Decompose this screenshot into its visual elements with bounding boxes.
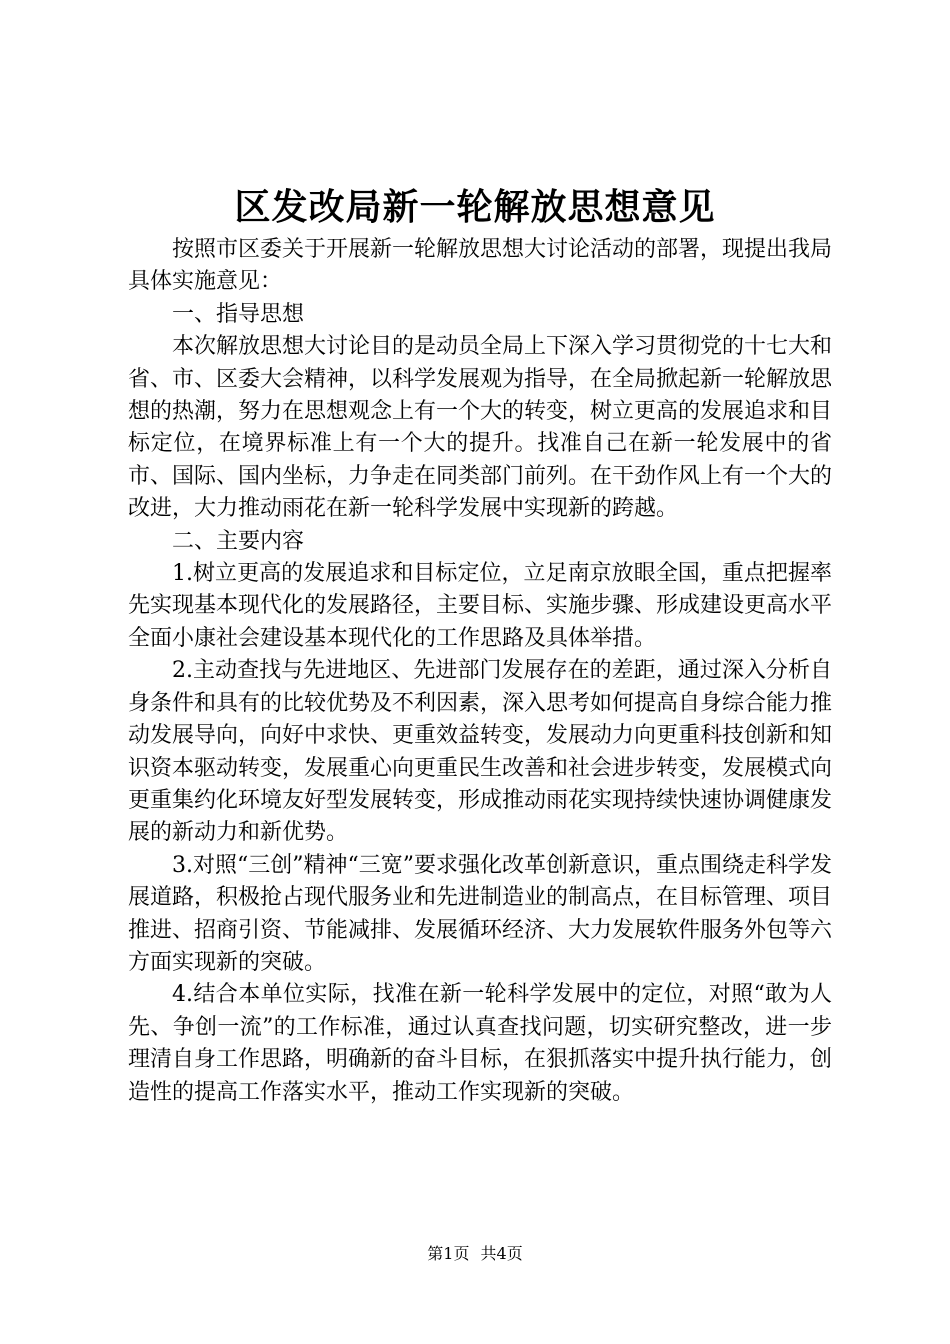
page-number: 第1页 [427,1244,470,1263]
page-total: 共4页 [480,1244,523,1263]
guiding-thought-paragraph: 本次解放思想大讨论目的是动员全局上下深入学习贯彻党的十七大和省、市、区委大会精神，以科学发展观为指导，在全局掀起新一轮解放思想的热潮，努力在思想观念上有一个大的转变，树立更高的发展追求和目标定位，在境界标准上有一个大的提升。找准自己在新一轮发展中的省市、国际、国内坐标，力争走在同类部门前列。在干劲作风上有一个大的改进，大力推动雨花在新一轮科学发展中实现新的跨越。 [128,334,833,522]
section-heading-main-content: 二、主要内容 [172,528,305,554]
content-item-4: 4.结合本单位实际，找准在新一轮科学发展中的定位，对照“敢为人先、争创一流”的工作标准，通过认真查找问题，切实研究整改，进一步理清自身工作思路，明确新的奋斗目标，在狠抓落实中提升执行能力，创造性的提高工作落实水平，推动工作实现新的突破。 [128,982,833,1105]
document-body [128,234,832,1109]
page-footer [0,1242,950,1266]
intro-paragraph: 按照市区委关于开展新一轮解放思想大讨论活动的部署，现提出我局具体实施意见： [128,237,833,295]
content-item-3: 3.对照“三创”精神“三宽”要求强化改革创新意识，重点围绕走科学发展道路，积极抢占现代服务业和先进制造业的制高点，在目标管理、项目推进、招商引资、节能减排、发展循环经济、大力发展软件服务外包等六方面实现新的突破。 [128,852,833,975]
content-item-2: 2.主动查找与先进地区、先进部门发展存在的差距，通过深入分析自身条件和具有的比较优势及不利因素，深入思考如何提高自身综合能力推动发展导向，向好中求快、更重效益转变，发展动力向更重科技创新和知识资本驱动转变，发展重心向更重民生改善和社会进步转变，发展模式向更重集约化环境友好型发展转变，形成推动雨花实现持续快速协调健康发展的新动力和新优势。 [128,658,833,846]
content-item-1: 1.树立更高的发展追求和目标定位，立足南京放眼全国，重点把握率先实现基本现代化的发展路径，主要目标、实施步骤、形成建设更高水平全面小康社会建设基本现代化的工作思路及具体举措。 [128,561,833,651]
section-heading-guiding-thought: 一、指导思想 [172,301,305,327]
document-title: 区发改局新一轮解放思想意见 [234,186,716,228]
